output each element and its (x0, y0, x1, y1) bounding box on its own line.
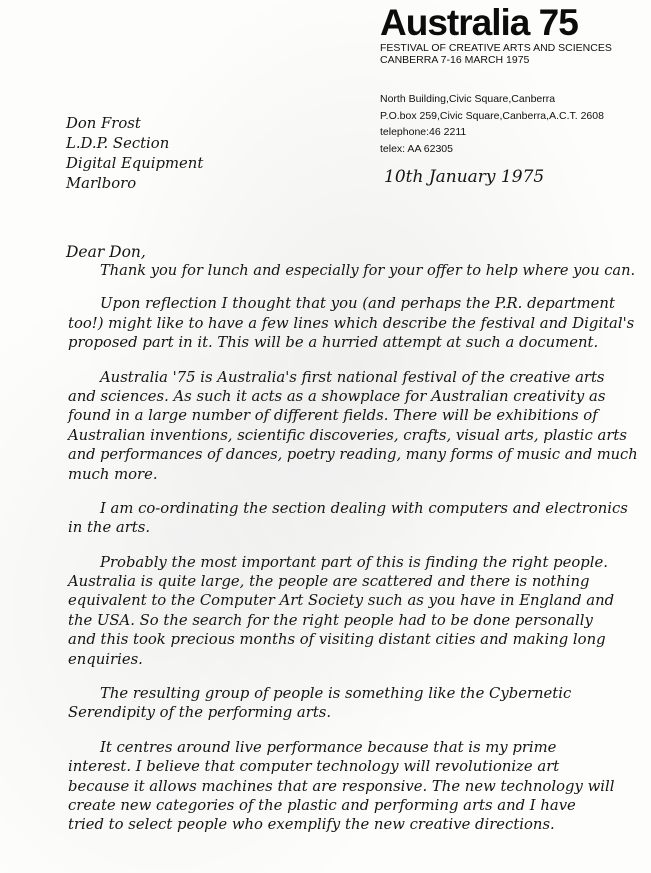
paragraph (68, 738, 628, 835)
paragraph (68, 368, 638, 484)
address-line-2: P.O.box 259,Civic Square,Canberra,A.C.T. 2608 (380, 109, 604, 122)
letterhead-dates: CANBERRA 7-16 MARCH 1975 (380, 54, 530, 66)
handwritten-line: equivalent to the Computer Art Society such as you have in England and (68, 592, 615, 610)
handwritten-line: Probably the most important part of this is finding the right people. (100, 553, 608, 571)
handwritten-line: I am co-ordinating the section dealing with computers and electronics (100, 499, 628, 517)
handwritten-line: in the arts. (68, 519, 151, 537)
handwritten-line: Australia is quite large, the people are scattered and there is nothing (68, 573, 590, 591)
recipient-line: Don Frost (66, 115, 141, 132)
handwritten-line: much more. (68, 465, 158, 483)
handwritten-line: The resulting group of people is something like the Cybernetic (100, 685, 572, 703)
handwritten-line: Australia '75 is Australia's first national festival of the creative arts (100, 368, 605, 386)
letter-body (68, 261, 638, 850)
paragraph (68, 684, 628, 723)
handwritten-line: Serendipity of the performing arts. (68, 704, 332, 722)
handwritten-line: enquiries. (68, 650, 143, 668)
letterhead-title: Australia 75 (380, 2, 578, 43)
letter-date: 10th January 1975 (384, 167, 545, 187)
handwritten-line: It centres around live performance because that is my prime (100, 738, 557, 756)
handwritten-line: proposed part in it. This will be a hurried attempt at such a document. (68, 334, 599, 352)
recipient-line: Digital Equipment (66, 155, 204, 172)
recipient-line: Marlboro (66, 175, 137, 192)
letterhead (380, 4, 645, 66)
salutation: Dear Don, (66, 243, 146, 261)
address-telephone: telephone:46 2211 (380, 126, 467, 138)
handwritten-line: tried to select people who exemplify the new creative directions. (68, 816, 555, 834)
handwritten-line: and performances of dances, poetry reading, many forms of music and much (68, 446, 638, 464)
address-line-1: North Building,Civic Square,Canberra (380, 93, 556, 105)
handwritten-line: Australian inventions, scientific discoveries, crafts, visual arts, plastic arts (68, 426, 627, 444)
recipient-block (66, 114, 203, 194)
handwritten-line: because it allows machines that are responsive. The new technology will (68, 777, 615, 795)
sender-address (380, 91, 645, 157)
letterhead-subtitle: FESTIVAL OF CREATIVE ARTS AND SCIENCES (380, 42, 612, 54)
handwritten-line: found in a large number of different fields. There will be exhibitions of (68, 407, 598, 425)
handwritten-line: create new categories of the plastic and performing arts and I have (68, 796, 576, 814)
recipient-line: L.D.P. Section (66, 135, 170, 152)
handwritten-line: interest. I believe that computer technology will revolutionize art (68, 758, 560, 776)
handwritten-line: and sciences. As such it acts as a showplace for Australian creativity as (68, 387, 606, 405)
handwritten-line: and this took precious months of visiting distant cities and making long (68, 631, 606, 649)
address-telex: telex: AA 62305 (380, 142, 453, 155)
handwritten-line: Upon reflection I thought that you (and perhaps the P.R. department (100, 295, 615, 313)
handwritten-line: too!) might like to have a few lines which describe the festival and Digital's (68, 314, 635, 332)
paragraph (68, 499, 628, 538)
paragraph (68, 553, 628, 669)
paragraph (68, 261, 636, 280)
handwritten-line: Thank you for lunch and especially for your offer to help where you can. (100, 262, 636, 279)
paragraph (68, 294, 635, 352)
handwritten-line: the USA. So the search for the right people had to be done personally (68, 611, 593, 629)
